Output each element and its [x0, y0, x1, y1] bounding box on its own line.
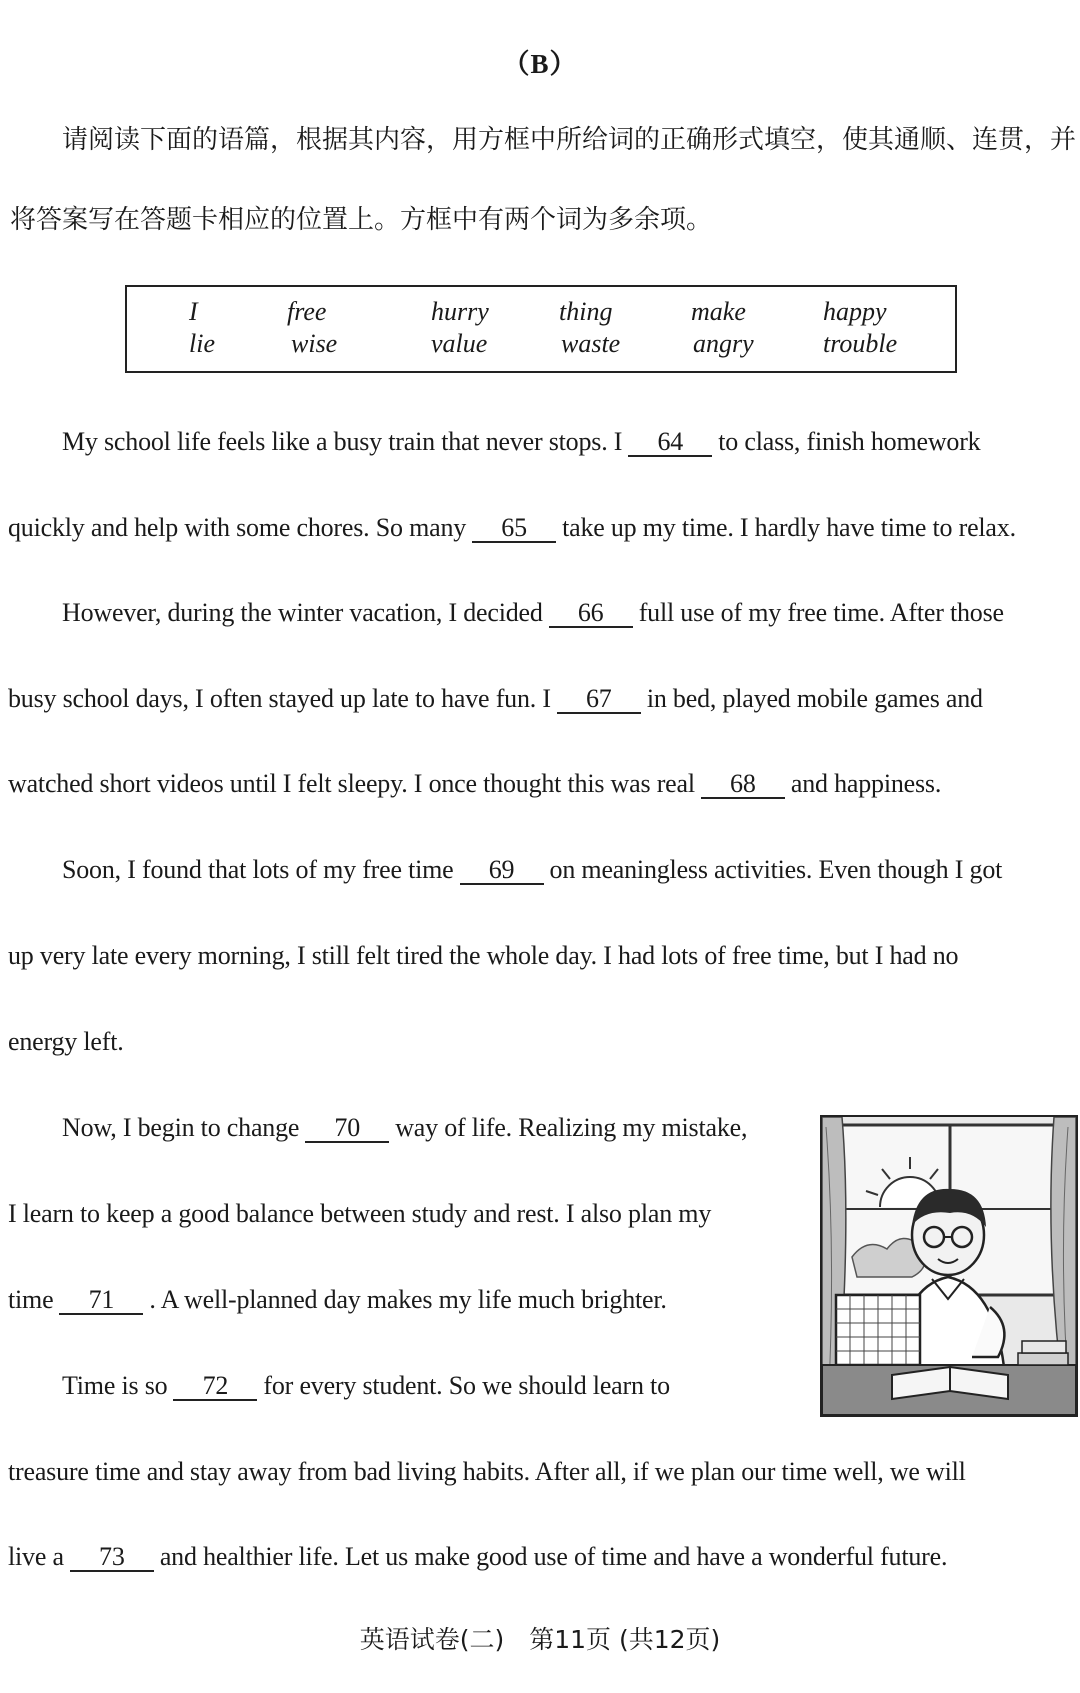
blank-67[interactable]: 67	[557, 686, 641, 714]
passage-line: quickly and help with some chores. So many 65 take up my time. I hardly have time to relax.	[8, 513, 1016, 542]
section-title: （B）	[502, 49, 578, 79]
passage-line: Time is so 72 for every student. So we should learn to	[62, 1371, 670, 1400]
passage-line: up very late every morning, I still felt tired the whole day. I had lots of free time, but I had no	[8, 941, 959, 970]
blank-68[interactable]: 68	[701, 771, 785, 799]
passage-line: busy school days, I often stayed up late to have fun. I 67 in bed, played mobile games and	[8, 684, 983, 713]
word-option: lie	[189, 329, 215, 358]
word-option: wise	[291, 329, 338, 358]
word-option: thing	[559, 297, 613, 326]
word-option: hurry	[431, 297, 489, 326]
passage-line: Soon, I found that lots of my free time 69 on meaningless activities. Even though I got	[62, 855, 1003, 884]
passage-line: My school life feels like a busy train that never stops. I 64 to class, finish homework	[62, 427, 981, 456]
student-illustration	[820, 1115, 1078, 1417]
blank-69[interactable]: 69	[460, 857, 544, 885]
blank-70[interactable]: 70	[305, 1115, 389, 1143]
word-option: I	[189, 297, 198, 326]
passage-line: However, during the winter vacation, I decided 66 full use of my free time. After those	[62, 598, 1004, 627]
instruction-line-1: 请阅读下面的语篇，根据其内容，用方框中所给词的正确形式填空，使其通顺、连贯，并	[62, 125, 1077, 155]
passage-line: treasure time and stay away from bad living habits. After all, if we plan our time well, we will	[8, 1457, 966, 1486]
passage-line: energy left.	[8, 1027, 124, 1056]
blank-71[interactable]: 71	[59, 1287, 143, 1315]
blank-64[interactable]: 64	[628, 429, 712, 457]
blank-65[interactable]: 65	[472, 515, 556, 543]
word-option: angry	[693, 329, 754, 358]
passage-line: I learn to keep a good balance between study and rest. I also plan my	[8, 1199, 712, 1228]
word-option: value	[431, 329, 488, 358]
passage-line: live a 73 and healthier life. Let us make good use of time and have a wonderful future.	[8, 1542, 948, 1571]
word-option: trouble	[823, 329, 898, 358]
passage-line: watched short videos until I felt sleepy. I once thought this was real 68 and happiness.	[8, 769, 942, 798]
boy-studying-image	[822, 1117, 1076, 1415]
word-option: happy	[823, 297, 887, 326]
blank-72[interactable]: 72	[173, 1373, 257, 1401]
instruction-line-2: 将答案写在答题卡相应的位置上。方框中有两个词为多余项。	[10, 205, 713, 235]
word-box	[125, 285, 957, 373]
passage-line: Now, I begin to change 70 way of life. Realizing my mistake,	[62, 1113, 748, 1142]
word-option: free	[287, 297, 327, 326]
blank-73[interactable]: 73	[70, 1544, 154, 1572]
passage-line: time 71 . A well-planned day makes my life much brighter.	[8, 1285, 667, 1314]
page-footer: 英语试卷(二) 第11页 (共12页)	[359, 1625, 721, 1654]
word-option: waste	[561, 329, 621, 358]
word-option: make	[691, 297, 746, 326]
blank-66[interactable]: 66	[549, 600, 633, 628]
